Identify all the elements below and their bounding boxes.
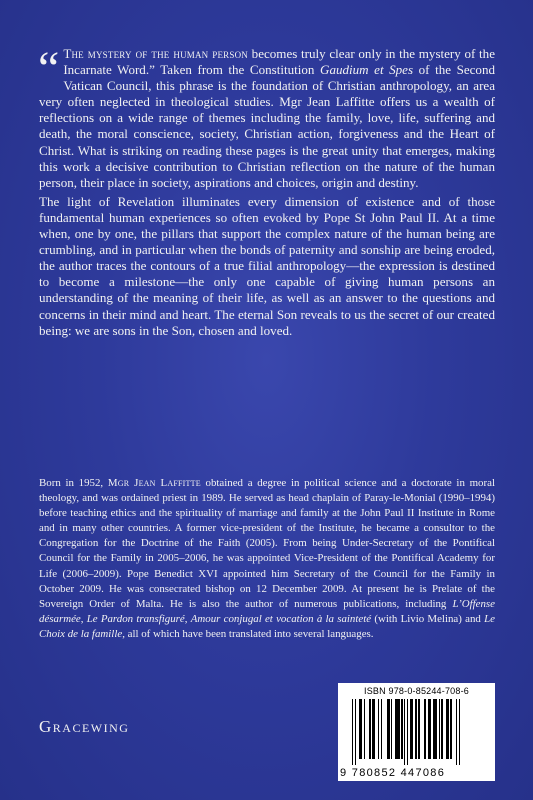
opening-quote-mark: “ xyxy=(38,42,60,95)
book-title: Le Pardon transfiguré xyxy=(86,612,185,625)
bio-text: , xyxy=(80,612,87,625)
author-name: Mgr Jean Laffitte xyxy=(107,477,201,489)
author-bio xyxy=(39,476,495,642)
blurb-opening-phrase: The mystery of the human person xyxy=(63,46,248,61)
book-title: Le Choix de la famille xyxy=(39,612,495,640)
book-title: Amour conjugal et vocation à la sainteté xyxy=(190,612,372,625)
book-title: L’Offense désarmée xyxy=(39,597,495,625)
bio-text: Born in 1952, xyxy=(39,477,108,489)
blurb-text: becomes truly clear only in the mystery of the Incarnate Word.” Taken from the Constitution xyxy=(63,46,495,78)
blurb-paragraph-1 xyxy=(38,42,495,191)
publisher-logo: Gracewing xyxy=(39,717,130,736)
barcode-bars xyxy=(352,699,484,765)
barcode-bar xyxy=(459,699,460,765)
bio-text: , all of which have been translated into several languages. xyxy=(122,627,374,640)
blurb-text: of the Second Vatican Council, this phrase is the foundation of Christian anthropology, an area very often neglected in theological studies. Mgr Jean Laffitte offers us a wealth of reflections on a wide range of themes including the family, love, life, suffering and death, the moral conscience, society, Christian action, forgiveness and the Heart of Christ. What is striking on reading these pages is the great unity that emerges, making this work a decisive contribution to Christian reflection on the nature of the human person, their place in society, aspirations and choices, origin and destiny. xyxy=(39,62,495,190)
author-bio-paragraph xyxy=(39,476,495,642)
isbn-digits: 9 780852 447086 xyxy=(340,767,446,779)
bio-text: , xyxy=(184,612,191,625)
bio-text: obtained a degree in political science and a doctorate in moral theology, and was ordained priest in 1989. He served as head chaplain of Paray-le-Monial (1990–1994) before teaching ethics and the spirituality of marriage and family at the John Paul II Institute in Rome and in many other countries. A former vice-president of the Institute, he became a consultor to the Congregation for the Doctrine of the Faith (2005). From being Under-Secretary of the Pontifical Council for the Family in 2005–2006, he was appointed Vice-President of the Pontifical Academy for Life (2006–2009). Pope Benedict XVI appointed him Secretary of the Council for the Family in October 2009. He was consecrated bishop on 12 December 2009. At present he is Prelate of the Sovereign Order of Malta. He is also the author of numerous publications, including xyxy=(39,477,495,610)
isbn-barcode xyxy=(338,683,495,781)
bio-text: (with Livio Melina) and xyxy=(371,612,485,625)
blurb-paragraph-2: The light of Revelation illuminates every dimension of existence and of those fundamental human experiences so often evoked by Pope St John Paul II. At a time when, one by one, the pillars that support the complex nature of the human being are crumbling, and in particular when the bonds of paternity and sonship are being eroded, the author traces the contours of a true filial anthropology—the expression is destined to become a milestone—the only one capable of giving human persons an understanding of the meaning of their life, as well as an answer to the questions and concerns in their mind and heart. The eternal Son reveals to us the secret of our created being: we are sons in the Son, chosen and loved. xyxy=(39,193,495,338)
blurb xyxy=(38,42,495,342)
isbn-label: ISBN 978-0-85244-708-6 xyxy=(364,686,469,696)
blurb-document-title: Gaudium et Spes xyxy=(320,62,414,78)
